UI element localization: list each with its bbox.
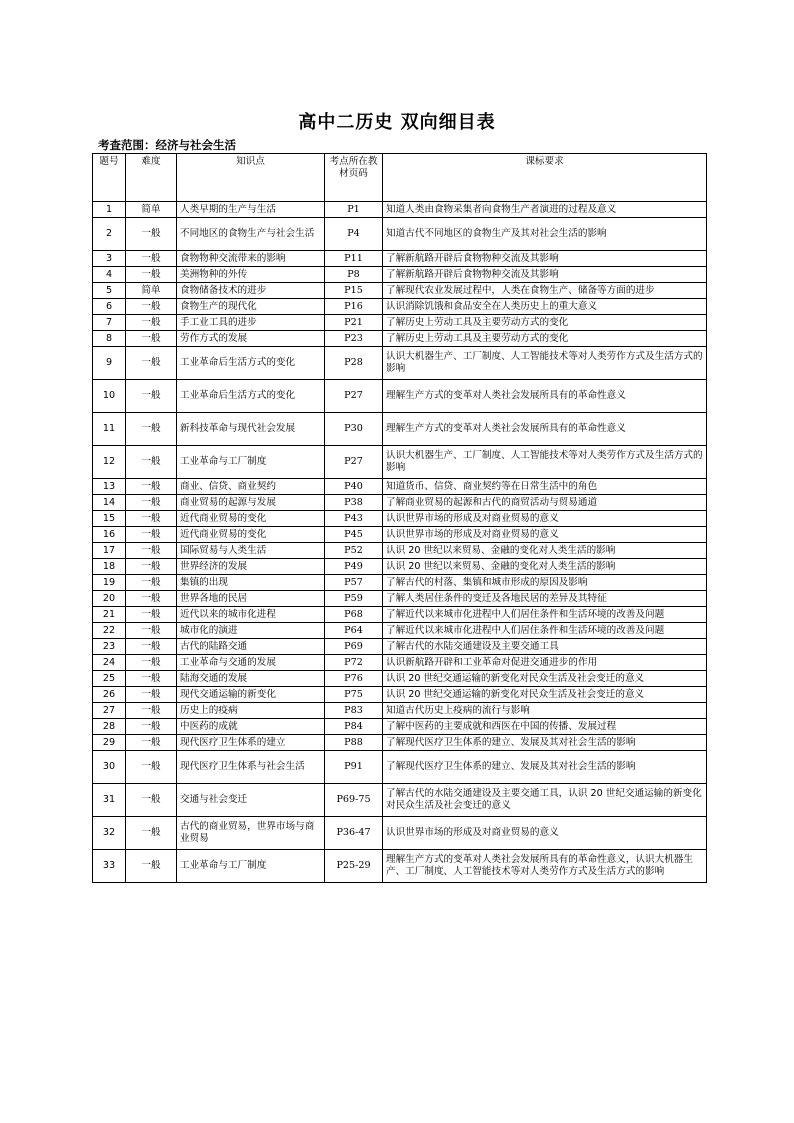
table-row [93,331,707,347]
cell-topic: 现代医疗卫生体系与社会生活 [177,751,325,784]
cell-difficulty: 一般 [126,671,177,687]
cell-difficulty: 一般 [126,591,177,607]
cell-difficulty: 一般 [126,218,177,251]
cell-difficulty: 一般 [126,299,177,315]
cell-no: 3 [93,251,126,267]
cell-no: 25 [93,671,126,687]
cell-no: 10 [93,380,126,413]
cell-requirement: 了解古代的水陆交通建设及主要交通工具，认识 20 世纪交通运输的新变化对民众生活及社会变迁的意义 [383,784,707,817]
cell-page: P83 [325,703,383,719]
cell-requirement: 了解近代以来城市化进程中人们居住条件和生活环境的改善及问题 [383,607,707,623]
cell-page: P40 [325,479,383,495]
cell-difficulty: 简单 [126,202,177,218]
header-requirement: 课标要求 [383,154,707,202]
cell-difficulty: 一般 [126,559,177,575]
cell-requirement: 了解现代农业发展过程中，人类在食物生产、储备等方面的进步 [383,283,707,299]
table-row [93,527,707,543]
cell-requirement: 理解生产方式的变革对人类社会发展所具有的革命性意义 [383,380,707,413]
header-no: 题号 [93,154,126,202]
cell-difficulty: 一般 [126,687,177,703]
cell-page: P21 [325,315,383,331]
table-header-row [93,154,707,202]
cell-page: P8 [325,267,383,283]
cell-topic: 近代商业贸易的变化 [177,527,325,543]
cell-topic: 现代交通运输的新变化 [177,687,325,703]
cell-no: 17 [93,543,126,559]
table-row [93,591,707,607]
cell-requirement: 理解生产方式的变革对人类社会发展所具有的革命性意义 [383,413,707,446]
cell-page: P38 [325,495,383,511]
page-title: 高中二历史 双向细目表 [298,112,496,133]
cell-difficulty: 一般 [126,380,177,413]
table-row [93,251,707,267]
cell-topic: 新科技革命与现代社会发展 [177,413,325,446]
cell-page: P52 [325,543,383,559]
table-row [93,575,707,591]
cell-requirement: 认识世界市场的形成及对商业贸易的意义 [383,527,707,543]
cell-topic: 历史上的疫病 [177,703,325,719]
table-row [93,607,707,623]
cell-page: P30 [325,413,383,446]
cell-page: P88 [325,735,383,751]
cell-page: P57 [325,575,383,591]
cell-topic: 陆海交通的发展 [177,671,325,687]
cell-difficulty: 一般 [126,751,177,784]
cell-no: 9 [93,347,126,380]
table-row [93,559,707,575]
cell-topic: 工业革命与工厂制度 [177,850,325,883]
cell-topic: 世界经济的发展 [177,559,325,575]
cell-difficulty: 一般 [126,251,177,267]
cell-requirement: 了解古代的水陆交通建设及主要交通工具 [383,639,707,655]
cell-topic: 近代商业贸易的变化 [177,511,325,527]
cell-topic: 商业贸易的起源与发展 [177,495,325,511]
cell-no: 30 [93,751,126,784]
table-row [93,671,707,687]
cell-difficulty: 一般 [126,347,177,380]
cell-page: P23 [325,331,383,347]
cell-difficulty: 一般 [126,719,177,735]
cell-difficulty: 一般 [126,639,177,655]
table-row [93,784,707,817]
cell-topic: 中医药的成就 [177,719,325,735]
table-row [93,817,707,850]
cell-no: 28 [93,719,126,735]
cell-page: P25-29 [325,850,383,883]
cell-requirement: 认识 20 世纪以来贸易、金融的变化对人类生活的影响 [383,559,707,575]
table-row [93,283,707,299]
cell-topic: 近代以来的城市化进程 [177,607,325,623]
header-page: 考点所在教材页码 [325,154,383,202]
table-row [93,543,707,559]
cell-topic: 古代的商业贸易，世界市场与商业贸易 [177,817,325,850]
cell-page: P11 [325,251,383,267]
cell-requirement: 知道古代不同地区的食物生产及其对社会生活的影响 [383,218,707,251]
cell-no: 32 [93,817,126,850]
table-row [93,655,707,671]
cell-no: 8 [93,331,126,347]
cell-difficulty: 一般 [126,703,177,719]
cell-no: 22 [93,623,126,639]
cell-requirement: 了解古代的村落、集镇和城市形成的原因及影响 [383,575,707,591]
cell-difficulty: 一般 [126,817,177,850]
cell-requirement: 了解现代医疗卫生体系的建立、发展及其对社会生活的影响 [383,751,707,784]
cell-no: 14 [93,495,126,511]
table-row [93,623,707,639]
cell-page: P69-75 [325,784,383,817]
table-row [93,719,707,735]
cell-requirement: 知道古代历史上疫病的流行与影响 [383,703,707,719]
cell-no: 5 [93,283,126,299]
cell-topic: 商业、信贷、商业契约 [177,479,325,495]
cell-page: P45 [325,527,383,543]
cell-no: 6 [93,299,126,315]
cell-requirement: 了解历史上劳动工具及主要劳动方式的变化 [383,331,707,347]
cell-requirement: 认识 20 世纪以来贸易、金融的变化对人类生活的影响 [383,543,707,559]
cell-requirement: 了解现代医疗卫生体系的建立、发展及其对社会生活的影响 [383,735,707,751]
cell-page: P15 [325,283,383,299]
cell-requirement: 认识大机器生产、工厂制度、人工智能技术等对人类劳作方式及生活方式的影响 [383,446,707,479]
cell-no: 4 [93,267,126,283]
cell-difficulty: 一般 [126,655,177,671]
cell-page: P75 [325,687,383,703]
cell-page: P64 [325,623,383,639]
cell-topic: 城市化的演进 [177,623,325,639]
cell-no: 27 [93,703,126,719]
cell-page: P84 [325,719,383,735]
cell-no: 12 [93,446,126,479]
cell-requirement: 认识新航路开辟和工业革命对促进交通进步的作用 [383,655,707,671]
header-topic: 知识点 [177,154,325,202]
cell-difficulty: 一般 [126,543,177,559]
cell-requirement: 认识 20 世纪交通运输的新变化对民众生活及社会变迁的意义 [383,671,707,687]
cell-page: P68 [325,607,383,623]
cell-requirement: 了解商业贸易的起源和古代的商贸活动与贸易通道 [383,495,707,511]
cell-page: P16 [325,299,383,315]
table-row [93,751,707,784]
cell-no: 13 [93,479,126,495]
cell-requirement: 了解近代以来城市化进程中人们居住条件和生活环境的改善及问题 [383,623,707,639]
cell-requirement: 知道货币、信贷、商业契约等在日常生活中的角色 [383,479,707,495]
cell-topic: 国际贸易与人类生活 [177,543,325,559]
cell-difficulty: 一般 [126,495,177,511]
cell-topic: 美洲物种的外传 [177,267,325,283]
cell-topic: 工业革命后生活方式的变化 [177,347,325,380]
cell-requirement: 认识世界市场的形成及对商业贸易的意义 [383,817,707,850]
cell-page: P49 [325,559,383,575]
table-row [93,380,707,413]
cell-no: 1 [93,202,126,218]
cell-difficulty: 一般 [126,784,177,817]
cell-no: 2 [93,218,126,251]
cell-no: 31 [93,784,126,817]
cell-requirement: 认识 20 世纪交通运输的新变化对民众生活及社会变迁的意义 [383,687,707,703]
cell-requirement: 了解中医药的主要成就和西医在中国的传播、发展过程 [383,719,707,735]
cell-topic: 交通与社会变迁 [177,784,325,817]
cell-no: 24 [93,655,126,671]
cell-topic: 工业革命后生活方式的变化 [177,380,325,413]
cell-requirement: 了解新航路开辟后食物物种交流及其影响 [383,251,707,267]
table-row [93,703,707,719]
cell-difficulty: 一般 [126,575,177,591]
table-row [93,687,707,703]
table-row [93,511,707,527]
cell-requirement: 知道人类由食物采集者向食物生产者演进的过程及意义 [383,202,707,218]
cell-difficulty: 一般 [126,413,177,446]
cell-no: 26 [93,687,126,703]
cell-difficulty: 一般 [126,446,177,479]
table-row [93,299,707,315]
cell-topic: 食物生产的现代化 [177,299,325,315]
cell-difficulty: 一般 [126,527,177,543]
cell-difficulty: 一般 [126,479,177,495]
cell-no: 7 [93,315,126,331]
cell-page: P91 [325,751,383,784]
exam-scope: 考查范围：经济与社会生活 [98,138,236,152]
cell-no: 29 [93,735,126,751]
cell-requirement: 认识消除饥饿和食品安全在人类历史上的重大意义 [383,299,707,315]
cell-page: P43 [325,511,383,527]
table-body [93,202,707,883]
cell-requirement: 了解历史上劳动工具及主要劳动方式的变化 [383,315,707,331]
cell-topic: 工业革命与工厂制度 [177,446,325,479]
cell-difficulty: 一般 [126,607,177,623]
cell-difficulty: 简单 [126,283,177,299]
cell-topic: 手工业工具的进步 [177,315,325,331]
table-row [93,218,707,251]
cell-page: P76 [325,671,383,687]
cell-requirement: 理解生产方式的变革对人类社会发展所具有的革命性意义，认识大机器生产、工厂制度、人工智能技术等对人类劳作方式及生活方式的影响 [383,850,707,883]
cell-no: 20 [93,591,126,607]
cell-requirement: 认识大机器生产、工厂制度、人工智能技术等对人类劳作方式及生活方式的影响 [383,347,707,380]
cell-no: 18 [93,559,126,575]
table-row [93,479,707,495]
cell-difficulty: 一般 [126,850,177,883]
cell-page: P69 [325,639,383,655]
cell-requirement: 认识世界市场的形成及对商业贸易的意义 [383,511,707,527]
cell-page: P27 [325,446,383,479]
table-row [93,495,707,511]
cell-difficulty: 一般 [126,511,177,527]
cell-page: P72 [325,655,383,671]
cell-difficulty: 一般 [126,623,177,639]
table-row [93,315,707,331]
cell-topic: 食物储备技术的进步 [177,283,325,299]
cell-difficulty: 一般 [126,735,177,751]
cell-no: 16 [93,527,126,543]
table-row [93,347,707,380]
cell-topic: 古代的陆路交通 [177,639,325,655]
cell-no: 11 [93,413,126,446]
cell-difficulty: 一般 [126,331,177,347]
cell-topic: 劳作方式的发展 [177,331,325,347]
table-row [93,850,707,883]
cell-difficulty: 一般 [126,315,177,331]
cell-no: 33 [93,850,126,883]
table-row [93,446,707,479]
detail-table [92,153,707,883]
table-row [93,202,707,218]
table-row [93,735,707,751]
cell-topic: 不同地区的食物生产与社会生活 [177,218,325,251]
cell-page: P36-47 [325,817,383,850]
cell-topic: 现代医疗卫生体系的建立 [177,735,325,751]
table-row [93,413,707,446]
table-row [93,267,707,283]
table-row [93,639,707,655]
cell-no: 15 [93,511,126,527]
cell-difficulty: 一般 [126,267,177,283]
cell-topic: 工业革命与交通的发展 [177,655,325,671]
cell-topic: 食物物种交流带来的影响 [177,251,325,267]
cell-page: P1 [325,202,383,218]
cell-page: P28 [325,347,383,380]
cell-topic: 人类早期的生产与生活 [177,202,325,218]
cell-page: P4 [325,218,383,251]
cell-page: P27 [325,380,383,413]
header-difficulty: 难度 [126,154,177,202]
cell-topic: 世界各地的民居 [177,591,325,607]
cell-requirement: 了解人类居住条件的变迁及各地民居的差异及其特征 [383,591,707,607]
cell-no: 23 [93,639,126,655]
cell-no: 19 [93,575,126,591]
cell-requirement: 了解新航路开辟后食物物种交流及其影响 [383,267,707,283]
cell-no: 21 [93,607,126,623]
cell-page: P59 [325,591,383,607]
cell-topic: 集镇的出现 [177,575,325,591]
